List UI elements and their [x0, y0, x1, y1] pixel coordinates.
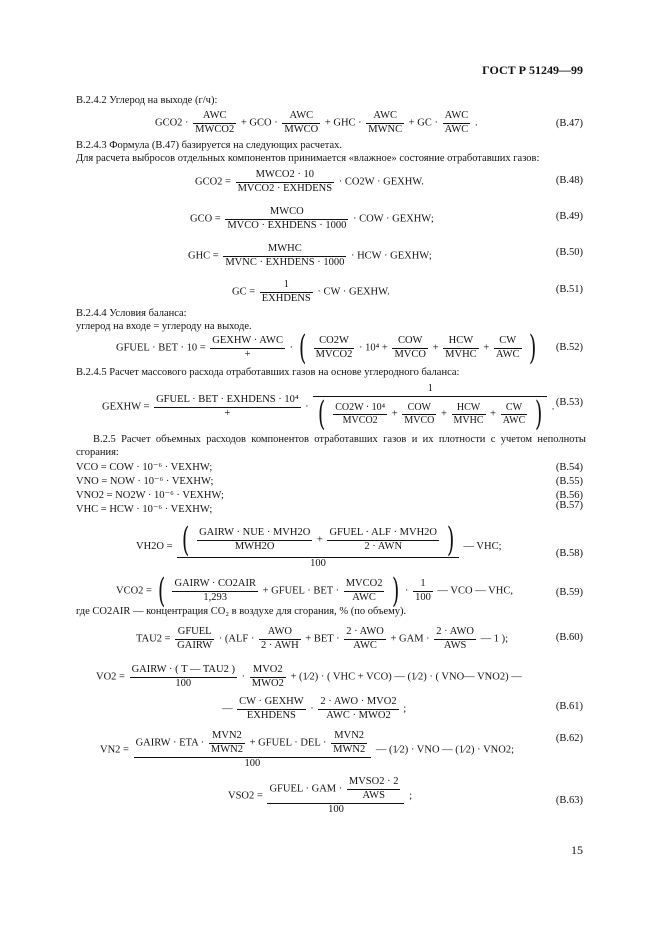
- equation-b63: VSO2 = GFUEL · GAM · MVSO2 · 2 AWS 100 ;: [228, 776, 413, 816]
- eq-number: (В.53): [555, 397, 583, 408]
- equation-b61-line2: — CW · GEXHW EXHDENS · 2 · AWO · MVO2 AWC · MWO2 ;: [222, 696, 407, 722]
- equation-b52: GFUEL · BET · 10 = GEXHW · AWC + · ( CO2W MVCO2 · 10⁴ + COW MVCO + HCW MVHC + CW AWC ): [116, 328, 537, 368]
- eq-number: (В.51): [555, 284, 583, 295]
- eq-number: (В.52): [555, 342, 583, 353]
- equation-b54: VCO = COW · 10⁻⁶ · VEXHW;: [76, 462, 213, 473]
- equation-b53: GEXHW = GFUEL · BET · EXHDENS · 10⁴ + · 1 ( CO2W · 10⁴ MVCO2 + COW MVCO + HCW MVHC + CW AWC ) .: [102, 383, 555, 435]
- equation-b49: GCO = MWCO MVCO · EXHDENS · 1000 · COW · GEXHW;: [190, 206, 434, 232]
- eq-number: (В.59): [555, 587, 583, 598]
- equation-b51: GC = 1 EXHDENS · CW · GEXHW.: [232, 279, 390, 305]
- eq-number: (В.61): [555, 701, 583, 712]
- eq-number: (В.62): [555, 733, 583, 744]
- equation-b47: GCO2 · AWC MWCO2 + GCO · AWC MWCO + GHC · AWC MWNC + GC · AWC AWC .: [155, 110, 478, 136]
- equation-b48: GCO2 = MWCO2 · 10 MVCO2 · EXHDENS · CO2W · GEXHW.: [195, 169, 424, 195]
- eq-number: (В.55): [555, 476, 583, 487]
- section-b25: В.2.5 Расчет объемных расходов компонентов отработавших газов и их плотности с учетом неполноты сгорания:: [76, 434, 586, 458]
- eq-number: (В.63): [555, 795, 583, 806]
- section-b242: В.2.4.2 Углерод на выходе (г/ч):: [76, 95, 218, 106]
- eq-number: (В.47): [555, 118, 583, 129]
- eq-number: (В.54): [555, 462, 583, 473]
- section-b244: В.2.4.4 Условия баланса:: [76, 308, 187, 319]
- carbon-balance: углерод на входе = углероду на выходе.: [76, 321, 252, 332]
- eq-number: (В.48): [555, 175, 583, 186]
- co2air-note: где CO2AIR — концентрация CO₂ в воздухе для сгорания, % (по объему).: [76, 606, 407, 617]
- eq-number: (В.57): [555, 500, 583, 511]
- equation-b60: TAU2 = GFUEL GAIRW · (ALF · AWO 2 · AWH + BET · 2 · AWO AWC + GAM · 2 · AWO AWS — 1 );: [136, 626, 508, 652]
- eq-number: (В.50): [555, 247, 583, 258]
- eq-number: (В.58): [555, 548, 583, 559]
- page-number: 15: [571, 843, 583, 857]
- equation-b55: VNO = NOW · 10⁻⁶ · VEXHW;: [76, 476, 214, 487]
- emission-intro: Для расчета выбросов отдельных компонентов принимается «влажное» состояние отработавших газов:: [76, 153, 540, 164]
- section-b245: В.2.4.5 Расчет массового расхода отработавших газов на основе углеродного баланса:: [76, 367, 460, 378]
- eq-number: (В.56): [555, 490, 583, 501]
- equation-b61-line1: VO2 = GAIRW · ( T — TAU2 ) 100 · MVO2 MWO2 + (1⁄2) · ( VHC + VCO) — (1⁄2) · ( VNO— VNO2) —: [96, 664, 522, 690]
- eq-number: (В.49): [555, 211, 583, 222]
- section-b243: В.2.4.3 Формула (В.47) базируется на следующих расчетах.: [76, 140, 342, 151]
- equation-b59: VCO2 = ( GAIRW · CO2AIR 1,293 + GFUEL · BET · MVCO2 AWC ) · $\frac{1}{100}$ — VCO — VHC,: [116, 571, 513, 611]
- equation-b58: VH2O = ( GAIRW · NUE · MVH2O MWH2O + GFUEL · ALF · MVH2O 2 · AWN ) 100 — VHC;: [136, 520, 502, 569]
- equation-b62: VN2 = GAIRW · ETA · MVN2 MWN2 + GFUEL · DEL · MVN2 MWN2 100 — (1⁄2) · VNO — (1⁄2) · VNO2;: [100, 730, 514, 770]
- equation-b57: VHC = HCW · 10⁻⁶ · VEXHW;: [76, 504, 213, 515]
- page-header: ГОСТ Р 51249—99: [482, 63, 583, 77]
- eq-number: (В.60): [555, 632, 583, 643]
- equation-b56: VNO2 = NO2W · 10⁻⁶ · VEXHW;: [76, 490, 224, 501]
- equation-b50: GHC = MWHC MVNC · EXHDENS · 1000 · HCW · GEXHW;: [188, 243, 432, 269]
